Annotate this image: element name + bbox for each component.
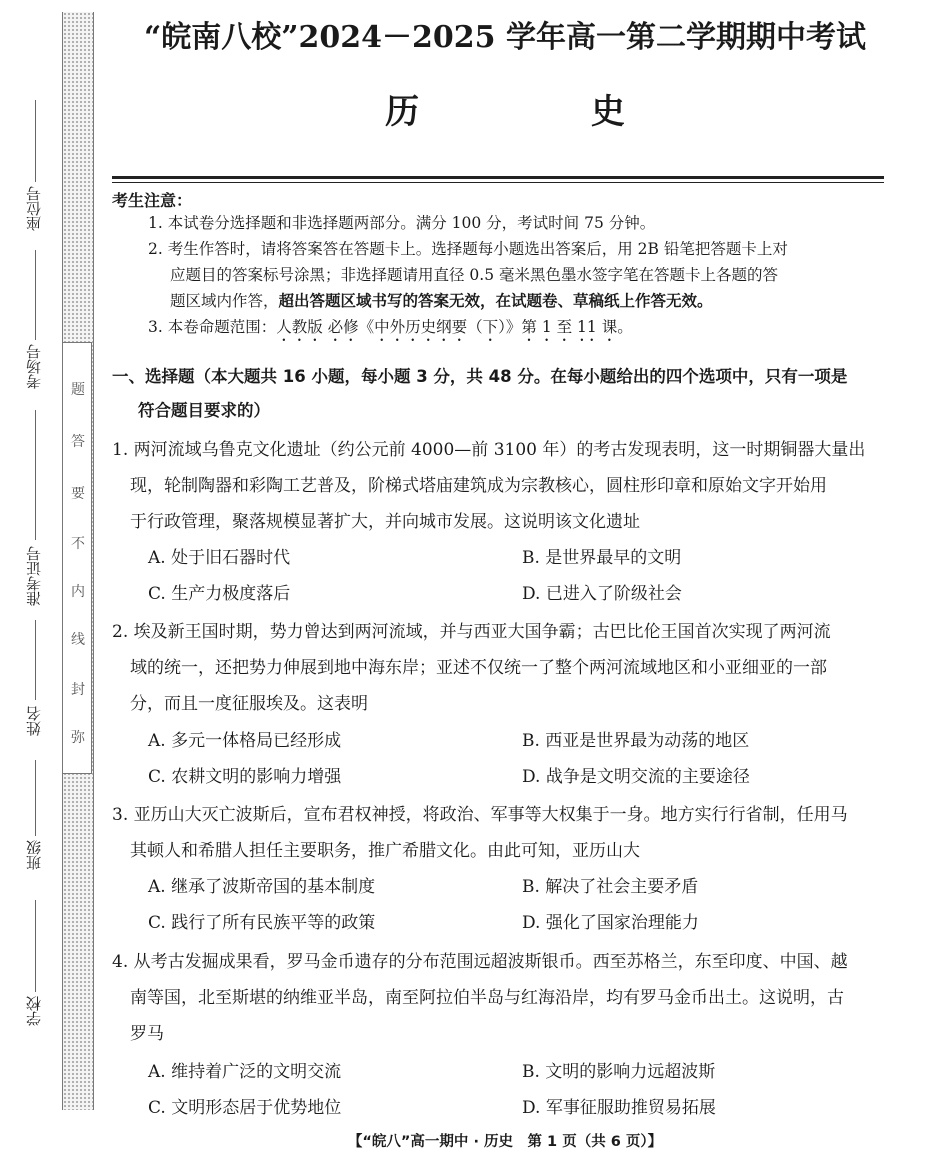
subject-title: 历 史 — [385, 92, 705, 132]
question-1-option-d: D. 已进入了阶级社会 — [522, 584, 682, 604]
header-rule-thick — [112, 176, 884, 179]
question-4-line1: 4. 从考古发掘成果看，罗马金币遗存的分布范围远超波斯银币。西至苏格兰，东至印度、中国、越 — [112, 952, 848, 972]
question-3-line1: 3. 亚历山大灭亡波斯后，宣布君权神授，将政治、军事等大权集于一身。地方实行行省制，任用马 — [112, 805, 848, 825]
section-heading-line1: 一、选择题（本大题共 16 小题，每小题 3 分，共 48 分。在每小题给出的四个选项中，只有一项是 — [112, 367, 848, 386]
question-1-line2: 现，轮制陶器和彩陶工艺普及，阶梯式塔庙建筑成为宗教核心，圆柱形印章和原始文字开始用 — [130, 476, 827, 496]
question-2-line2: 域的统一，还把势力伸展到地中海东岸；亚述不仅统一了整个两河流域地区和小亚细亚的一部 — [130, 658, 827, 678]
class-line — [35, 760, 36, 836]
question-2-option-c: C. 农耕文明的影响力增强 — [148, 767, 342, 787]
notes-heading: 考生注意： — [112, 191, 193, 210]
question-4-option-b: B. 文明的影响力远超波斯 — [522, 1062, 716, 1082]
note-2-warning: 超出答题区域书写的答案无效，在试题卷、草稿纸上作答无效。 — [278, 292, 713, 310]
note-3-scope: 人教版 必修《中外历史纲要（下）》第 1 至 11 课。 — [276, 318, 633, 336]
header-rule-thin — [112, 182, 884, 183]
question-4-line2: 南等国，北至斯堪的纳维亚半岛，南至阿拉伯半岛与红海沿岸，均有罗马金币出土。这说明，古 — [130, 988, 844, 1008]
notice-char: 弥 — [71, 730, 85, 746]
question-3-option-b: B. 解决了社会主要矛盾 — [522, 877, 699, 897]
notice-char: 线 — [71, 632, 85, 648]
notice-char: 封 — [71, 682, 85, 698]
exam-room-line — [35, 250, 36, 340]
note-1: 1. 本试卷分选择题和非选择题两部分。满分 100 分，考试时间 75 分钟。 — [148, 214, 656, 232]
question-1-option-b: B. 是世界最早的文明 — [522, 548, 682, 568]
question-4-option-c: C. 文明形态居于优势地位 — [148, 1098, 342, 1118]
school-line — [35, 900, 36, 992]
note-2-line3 — [170, 288, 884, 314]
question-2-line3: 分，而且一度征服埃及。这表明 — [130, 694, 368, 714]
notice-char: 内 — [71, 584, 85, 600]
class-label: 班级 — [25, 840, 43, 870]
notice-char: 要 — [71, 486, 85, 502]
question-2-line1: 2. 埃及新王国时期，势力曾达到两河流域，并与西亚大国争霸；古巴比伦王国首次实现了两河流 — [112, 622, 831, 642]
ticket-number-line — [35, 410, 36, 540]
page-footer: 【“皖八”高一期中 · 历史 第 1 页（共 6 页）】 — [347, 1134, 663, 1150]
note-2-line2: 应题目的答案标号涂黑；非选择题请用直径 0.5 毫米黑色墨水签字笔在答题卡上各题的答 — [170, 266, 779, 284]
school-label: 学校 — [25, 996, 43, 1026]
question-4-line3: 罗马 — [130, 1024, 164, 1044]
exam-title: “皖南八校”2024－2025 学年高一第二学期期中考试 — [144, 20, 866, 55]
question-1-line3: 于行政管理，聚落规模显著扩大，并向城市发展。这说明该文化遗址 — [130, 512, 640, 532]
name-line — [35, 620, 36, 700]
note-2-line1: 2. 考生作答时，请将答案答在答题卡上。选择题每小题选出答案后，用 2B 铅笔把答题卡上对 — [148, 240, 788, 258]
question-2-option-b: B. 西亚是世界最为动荡的地区 — [522, 731, 750, 751]
note-3-prefix: 3. 本卷命题范围： — [148, 318, 277, 336]
exam-room-label: 考场号 — [25, 344, 43, 389]
ticket-number-label: 准考证号 — [25, 546, 43, 606]
question-1-line1: 1. 两河流域乌鲁克文化遗址（约公元前 4000—前 3100 年）的考古发现表明，这一时期铜器大量出 — [112, 440, 866, 460]
note-2-line3-text: 题区域内作答， — [170, 292, 279, 310]
section-heading-line2: 符合题目要求的） — [138, 401, 270, 420]
seat-number-label: 座位号 — [25, 186, 43, 231]
question-4-option-d: D. 军事征服助推贸易拓展 — [522, 1098, 716, 1118]
question-3-option-d: D. 强化了国家治理能力 — [522, 913, 699, 933]
name-label: 姓名 — [25, 706, 43, 736]
notice-char: 题 — [71, 382, 85, 398]
question-3-option-a: A. 继承了波斯帝国的基本制度 — [148, 877, 376, 897]
note-3 — [148, 314, 884, 345]
question-4-option-a: A. 维持着广泛的文明交流 — [148, 1062, 342, 1082]
question-3-line2: 其顿人和希腊人担任主要职务，推广希腊文化。由此可知，亚历山大 — [130, 841, 640, 861]
question-1-option-c: C. 生产力极度落后 — [148, 584, 291, 604]
question-2-option-a: A. 多元一体格局已经形成 — [148, 731, 342, 751]
notice-char: 答 — [71, 434, 85, 450]
binding-notice-box — [62, 342, 92, 774]
notice-char: 不 — [71, 536, 85, 552]
question-2-option-d: D. 战争是文明交流的主要途径 — [522, 767, 750, 787]
question-3-option-c: C. 践行了所有民族平等的政策 — [148, 913, 376, 933]
seat-number-line — [35, 100, 36, 182]
question-1-option-a: A. 处于旧石器时代 — [148, 548, 291, 568]
